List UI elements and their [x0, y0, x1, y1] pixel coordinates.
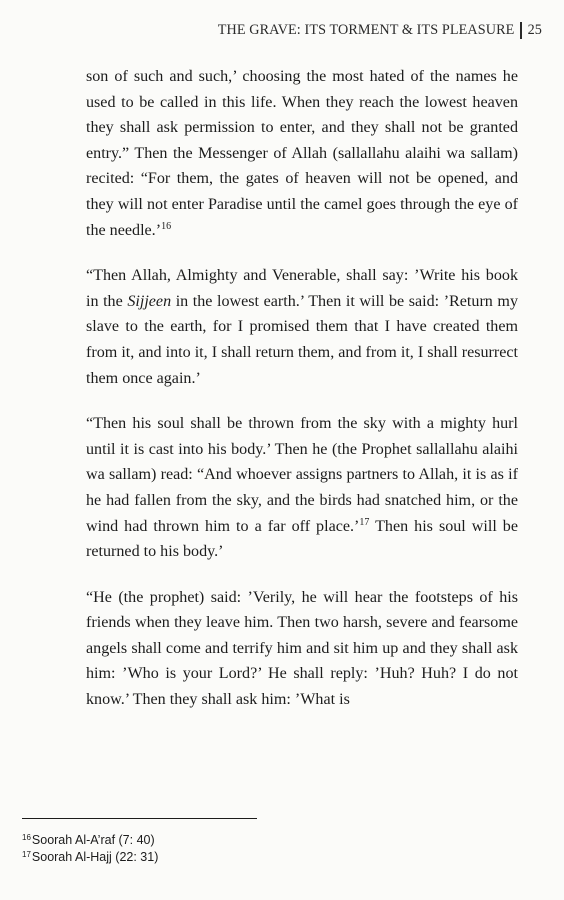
footnote-16	[22, 832, 158, 849]
paragraph-4	[86, 585, 518, 713]
paragraph-2-text-start: “Then Allah, Almighty and Venerable, shall say: ’Write his book in the	[86, 267, 518, 310]
header-divider	[520, 22, 521, 39]
paragraph-3-text-start: “Then his soul shall be thrown from the sky with a mighty hurl until it is cast into his body.’ Then he (the Prophet sallallahu alaihi wa sallam) read: “And whoever assigns partners to Allah, it is as if he had fallen from the sky, and the birds had snatched him, or the wind had thrown him to a far off place.’	[86, 415, 518, 535]
footnote-17	[22, 849, 158, 866]
paragraph-4-text: “He (the prophet) said: ’Verily, he will hear the footsteps of his friends when they leave him. Then two harsh, severe and fearsome angels shall come and terrify him and sit him up and they shall ask him: ’Who is your Lord?’ He shall reply: ’Huh? Huh? I do not know.’ Then they shall ask him: ’What is	[86, 588, 518, 709]
footnote-16-text: Soorah Al-A’raf (7: 40)	[31, 833, 155, 847]
footnote-17-number: 17	[22, 850, 31, 859]
footnotes	[22, 832, 158, 866]
footnote-17-text: Soorah Al-Hajj (22: 31)	[31, 850, 159, 864]
footnote-ref-17: 17	[359, 516, 370, 528]
running-title: THE GRAVE: ITS TORMENT & ITS PLEASURE	[217, 22, 515, 38]
footnote-rule	[22, 818, 257, 819]
paragraph-3	[86, 411, 518, 565]
paragraph-1-text: son of such and such,’ choosing the most hated of the names he used to be called in this life. When they reach the lowest heaven they shall ask permission to enter, and they shall not be granted entry.” Then the Messenger of Allah (sallallahu alaihi wa sallam) recited: “For them, the gates of heaven will not be opened, and they will not enter Paradise until the camel goes through the eye of the needle.’	[86, 68, 518, 239]
page-number: 25	[527, 22, 542, 38]
paragraph-2-text-end: in the lowest earth.’ Then it will be said: ’Return my slave to the earth, for I promised them that I have created them from it, and into it, I shall return them, and from it, I shall resurrect them once again.’	[86, 292, 518, 387]
footnote-16-number: 16	[22, 833, 31, 842]
body-text	[86, 64, 518, 733]
paragraph-3-text-end: Then his soul will be returned to his body.’	[86, 517, 519, 561]
sijjeen-term: Sijjeen	[127, 292, 172, 310]
page-header	[218, 22, 542, 39]
paragraph-1	[86, 64, 518, 243]
footnote-ref-16: 16	[161, 220, 172, 232]
paragraph-2	[86, 263, 518, 391]
